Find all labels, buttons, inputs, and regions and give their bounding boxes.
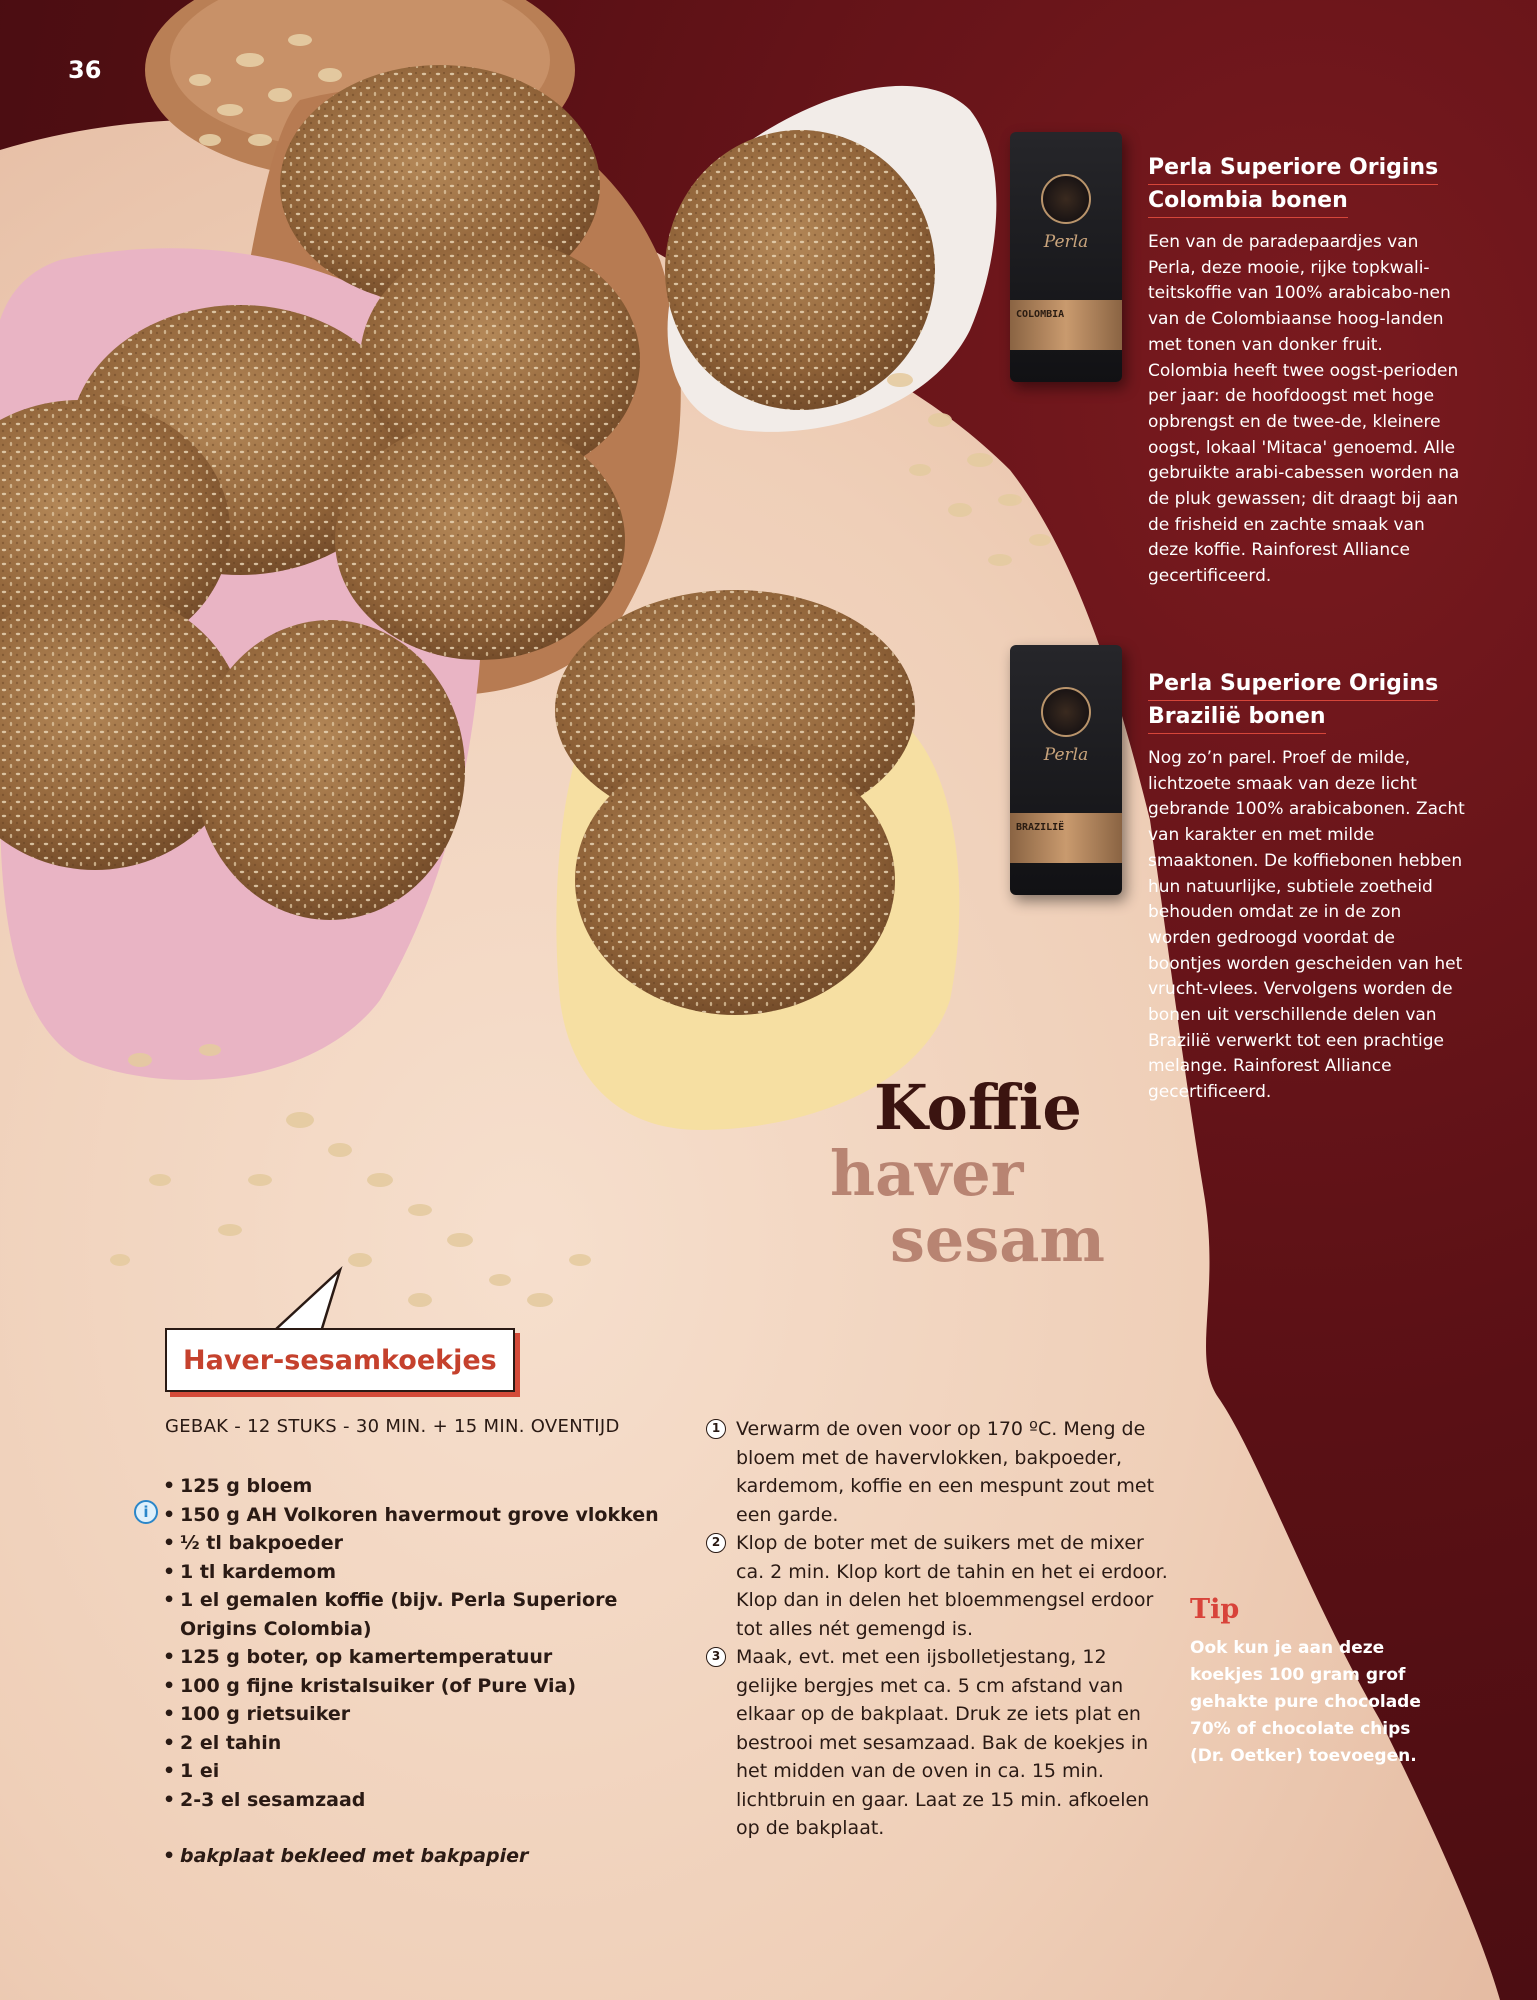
recipe-step [708, 1529, 1168, 1643]
ingredient-item: • 2 el tahin [163, 1729, 683, 1758]
recipe-step [708, 1643, 1168, 1843]
recipe-step [708, 1415, 1168, 1529]
tip-box [1190, 1594, 1430, 1770]
tip-title: Tip [1190, 1594, 1240, 1625]
step-text: Verwarm de oven voor op 170 ºC. Meng de bloem met de havervlokken, bakpoeder, kardemom, koffie en een mespunt zout met een garde. [736, 1418, 1155, 1526]
recipe-title: Haver-sesamkoekjes [165, 1328, 515, 1392]
step-text: Maak, evt. met een ijsbolletjestang, 12 gelijke bergjes met ca. 5 cm afstand van elkaar op de bakplaat. Druk ze iets plat en bestrooi met sesamzaad. Bak de koekjes in het midden van de oven in ca. 15 min. lichtbruin en gaar. Laat ze 15 min. afkoelen op de bakplaat. [736, 1646, 1150, 1839]
ingredient-list [163, 1472, 683, 1871]
pack-band [1010, 300, 1122, 350]
pack-label: COLOMBIA [1016, 309, 1065, 320]
ingredient-item: • 125 g bloem [163, 1472, 683, 1501]
product-brazil [1148, 668, 1468, 1106]
pack-label: BRAZILIË [1016, 822, 1065, 833]
recipe-steps [708, 1415, 1168, 1843]
step-number: 1 [706, 1419, 726, 1439]
product-title: Perla Superiore Origins [1148, 152, 1438, 185]
product-colombia [1148, 152, 1468, 590]
product-description: Nog zo’n parel. Proef de milde, lichtzoete smaak van deze licht gebrande 100% arabicabonen. Zacht van karakter en met milde smaaktonen. De koffiebonen hebben hun natuurlijke, subtiele zoetheid behouden omdat ze in de zon worden gedroogd voordat de boontjes worden gescheiden van het vrucht-vlees. Vervolgens worden de bonen uit verschillende delen van Brazilië verwerkt tot een prachtige melange. Rainforest Alliance gecertificeerd. [1148, 748, 1465, 1103]
info-circle-icon[interactable]: i [134, 1500, 158, 1524]
headline-line: Koffie [874, 1071, 1082, 1144]
step-number: 3 [706, 1647, 726, 1667]
ingredient-item: • 100 g rietsuiker [163, 1700, 683, 1729]
recipe-meta: GEBAK - 12 STUKS - 30 MIN. + 15 MIN. OVENTIJD [165, 1416, 620, 1437]
step-text: Klop de boter met de suikers met de mixer ca. 2 min. Klop kort de tahin en het ei erdoor. Klop dan in delen het bloemmengsel erdoor tot alles nét gemengd is. [736, 1532, 1168, 1640]
ingredient-item: • 2-3 el sesamzaad [163, 1786, 683, 1815]
ingredient-item: • 100 g fijne kristalsuiker (of Pure Via) [163, 1672, 683, 1701]
ingredient-item: • 125 g boter, op kamertemperatuur [163, 1643, 683, 1672]
pack-brand: Perla [1043, 745, 1089, 765]
headline [830, 1071, 1160, 1276]
perla-emblem-icon [1041, 687, 1091, 737]
step-number: 2 [706, 1533, 726, 1553]
headline-line: haver [830, 1137, 1024, 1210]
product-title: Brazilië bonen [1148, 701, 1326, 734]
product-description: Een van de paradepaardjes van Perla, deze mooie, rijke topkwali-teitskoffie van 100% arabicabo-nen van de Colombiaanse hoog-landen met tonen van donker fruit. Colombia heeft twee oogst-perioden per jaar: de hoofdoogst met hoge opbrengst en de twee-de, kleinere oogst, lokaal 'Mitaca' genoemd. Alle gebruikte arabi-cabessen worden na de pluk gewassen; dit draagt bij aan de frisheid en zachte smaak van deze koffie. Rainforest Alliance gecertificeerd. [1148, 232, 1460, 587]
ingredient-item: • 1 ei [163, 1757, 683, 1786]
product-title: Colombia bonen [1148, 185, 1348, 218]
ingredient-item: • ½ tl bakpoeder [163, 1529, 683, 1558]
page-number: 36 [68, 56, 102, 84]
coffee-pack-colombia [1010, 132, 1122, 382]
coffee-pack-brazil [1010, 645, 1122, 895]
perla-emblem-icon [1041, 174, 1091, 224]
headline-line: sesam [890, 1203, 1106, 1276]
ingredient-item: • 1 el gemalen koffie (bijv. Perla Superiore Origins Colombia) [163, 1586, 683, 1643]
tip-text: Ook kun je aan deze koekjes 100 gram grof gehakte pure chocolade 70% of chocolate chips (Dr. Oetker) toevoegen. [1190, 1638, 1421, 1766]
pack-brand: Perla [1043, 232, 1089, 252]
ingredient-item: • 1 tl kardemom [163, 1558, 683, 1587]
equipment-note: • bakplaat bekleed met bakpapier [163, 1842, 683, 1871]
ingredient-item: • 150 g AH Volkoren havermout grove vlokken [163, 1501, 683, 1530]
product-title: Perla Superiore Origins [1148, 668, 1438, 701]
pack-band [1010, 813, 1122, 863]
